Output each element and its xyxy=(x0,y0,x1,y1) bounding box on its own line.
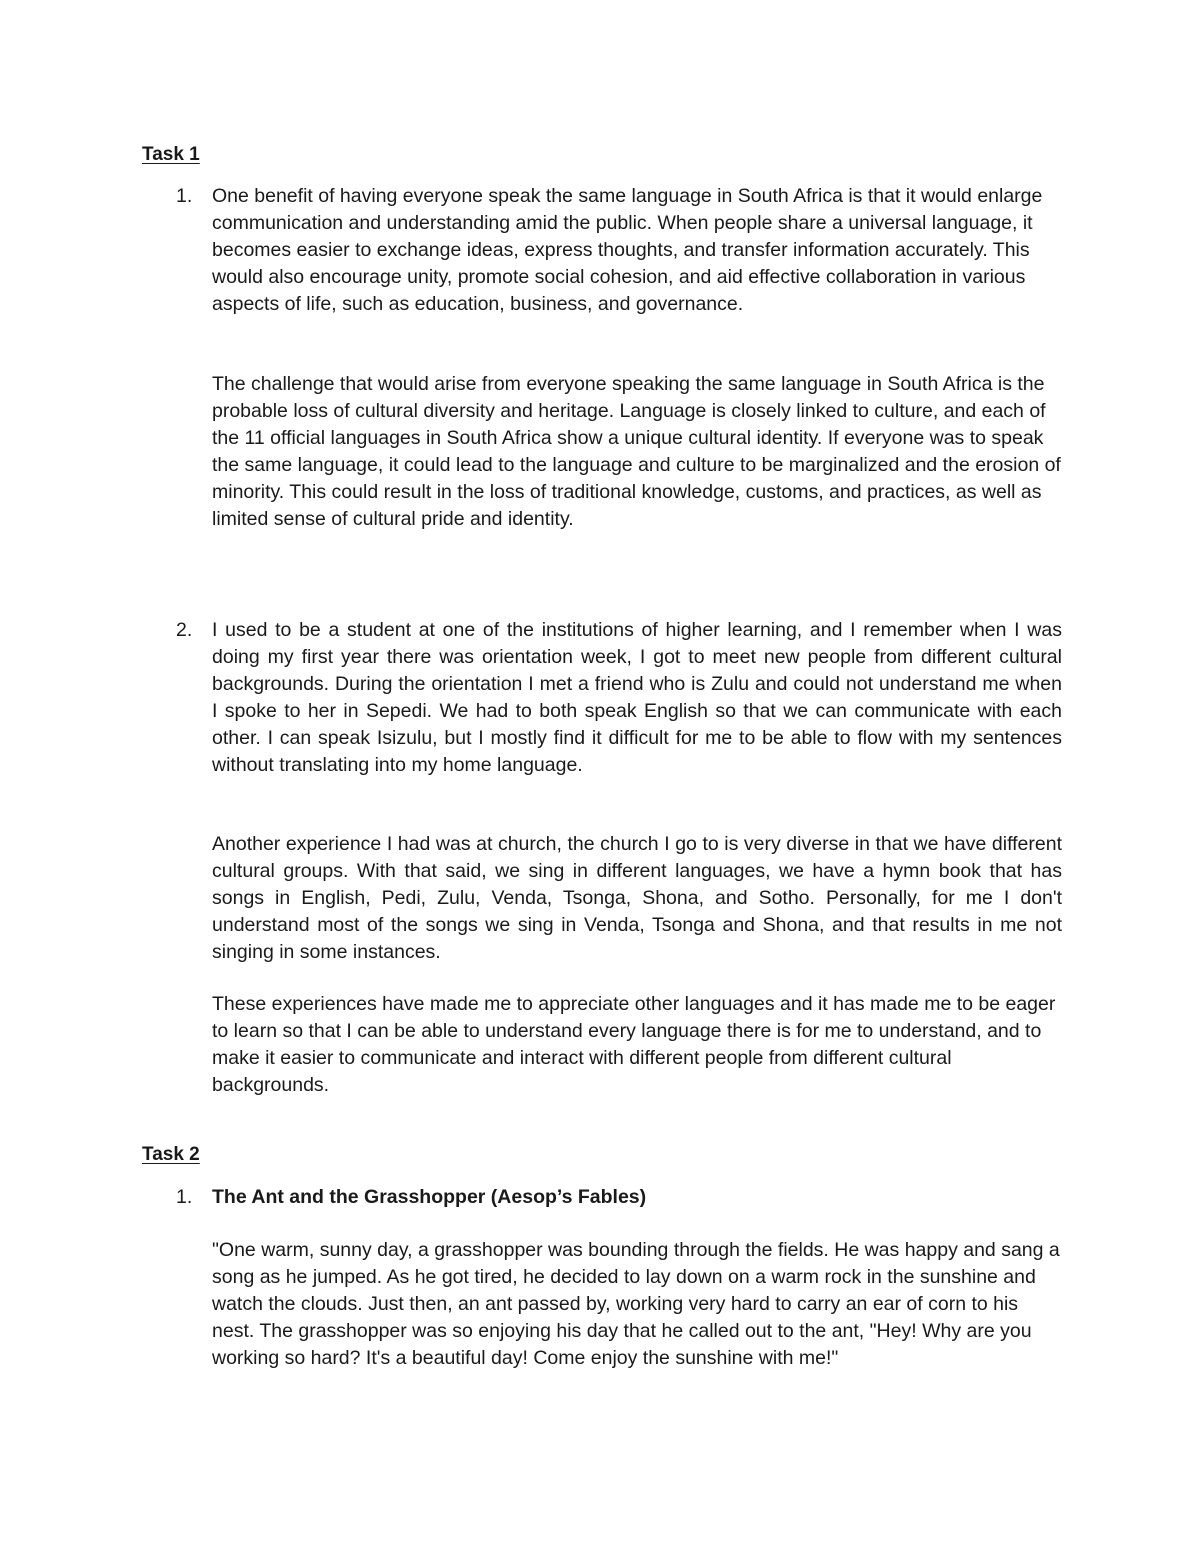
task2-heading: Task 2 xyxy=(142,1144,200,1165)
task1-item2-paragraph1: I used to be a student at one of the institutions of higher learning, and I remember when I was doing my first year there was orientation week, I got to meet new people from different cultural backgrounds. During the orientation I met a friend who is Zulu and could not understand me when I spoke to her in Sepedi. We had to both speak English so that we can communicate with each other. I can speak Isizulu, but I mostly find it difficult for me to be able to flow with my sentences without translating into my home language. xyxy=(212,619,1062,776)
task1-item1-paragraph2: The challenge that would arise from everyone speaking the same language in South Africa is the probable loss of cultural diversity and heritage. Language is closely linked to culture, and each of the 11 official languages in South Africa show a unique cultural identity. If everyone was to speak the same language, it could lead to the language and culture to be marginalized and the erosion of minority. This could result in the loss of traditional knowledge, customs, and practices, as well as limited sense of cultural pride and identity. xyxy=(212,373,1061,530)
task1-heading: Task 1 xyxy=(142,144,200,165)
task1-item2-paragraph3: These experiences have made me to appreciate other languages and it has made me to be eager to learn so that I can be able to understand every language there is for me to understand, and to make it easier to communicate and interact with different people from different cultural backgrounds. xyxy=(212,993,1056,1096)
task1-item2-number: 2. xyxy=(176,619,193,641)
task1-item1-number: 1. xyxy=(176,185,193,207)
task2-item1-title: The Ant and the Grasshopper (Aesop’s Fables) xyxy=(212,1186,647,1208)
task2-item1-number: 1. xyxy=(176,1186,193,1208)
task1-item1-paragraph1: One benefit of having everyone speak the same language in South Africa is that it would enlarge communication and understanding amid the public. When people share a universal language, it becomes easier to exchange ideas, express thoughts, and transfer information accurately. This would also encourage unity, promote social cohesion, and aid effective collaboration in various aspects of life, such as education, business, and governance. xyxy=(212,185,1043,315)
task1-item2-paragraph2: Another experience I had was at church, the church I go to is very diverse in that we have different cultural groups. With that said, we sing in different languages, we have a hymn book that has songs in English, Pedi, Zulu, Venda, Tsonga, Shona, and Sotho. Personally, for me I don't understand most of the songs we sing in Venda, Tsonga and Shona, and that results in me not singing in some instances. xyxy=(212,833,1062,963)
task2-item1-paragraph1: "One warm, sunny day, a grasshopper was bounding through the fields. He was happy and sang a song as he jumped. As he got tired, he decided to lay down on a warm rock in the sunshine and watch the clouds. Just then, an ant passed by, working very hard to carry an ear of corn to his nest. The grasshopper was so enjoying his day that he called out to the ant, "Hey! Why are you working so hard? It's a beautiful day! Come enjoy the sunshine with me!" xyxy=(212,1239,1060,1369)
